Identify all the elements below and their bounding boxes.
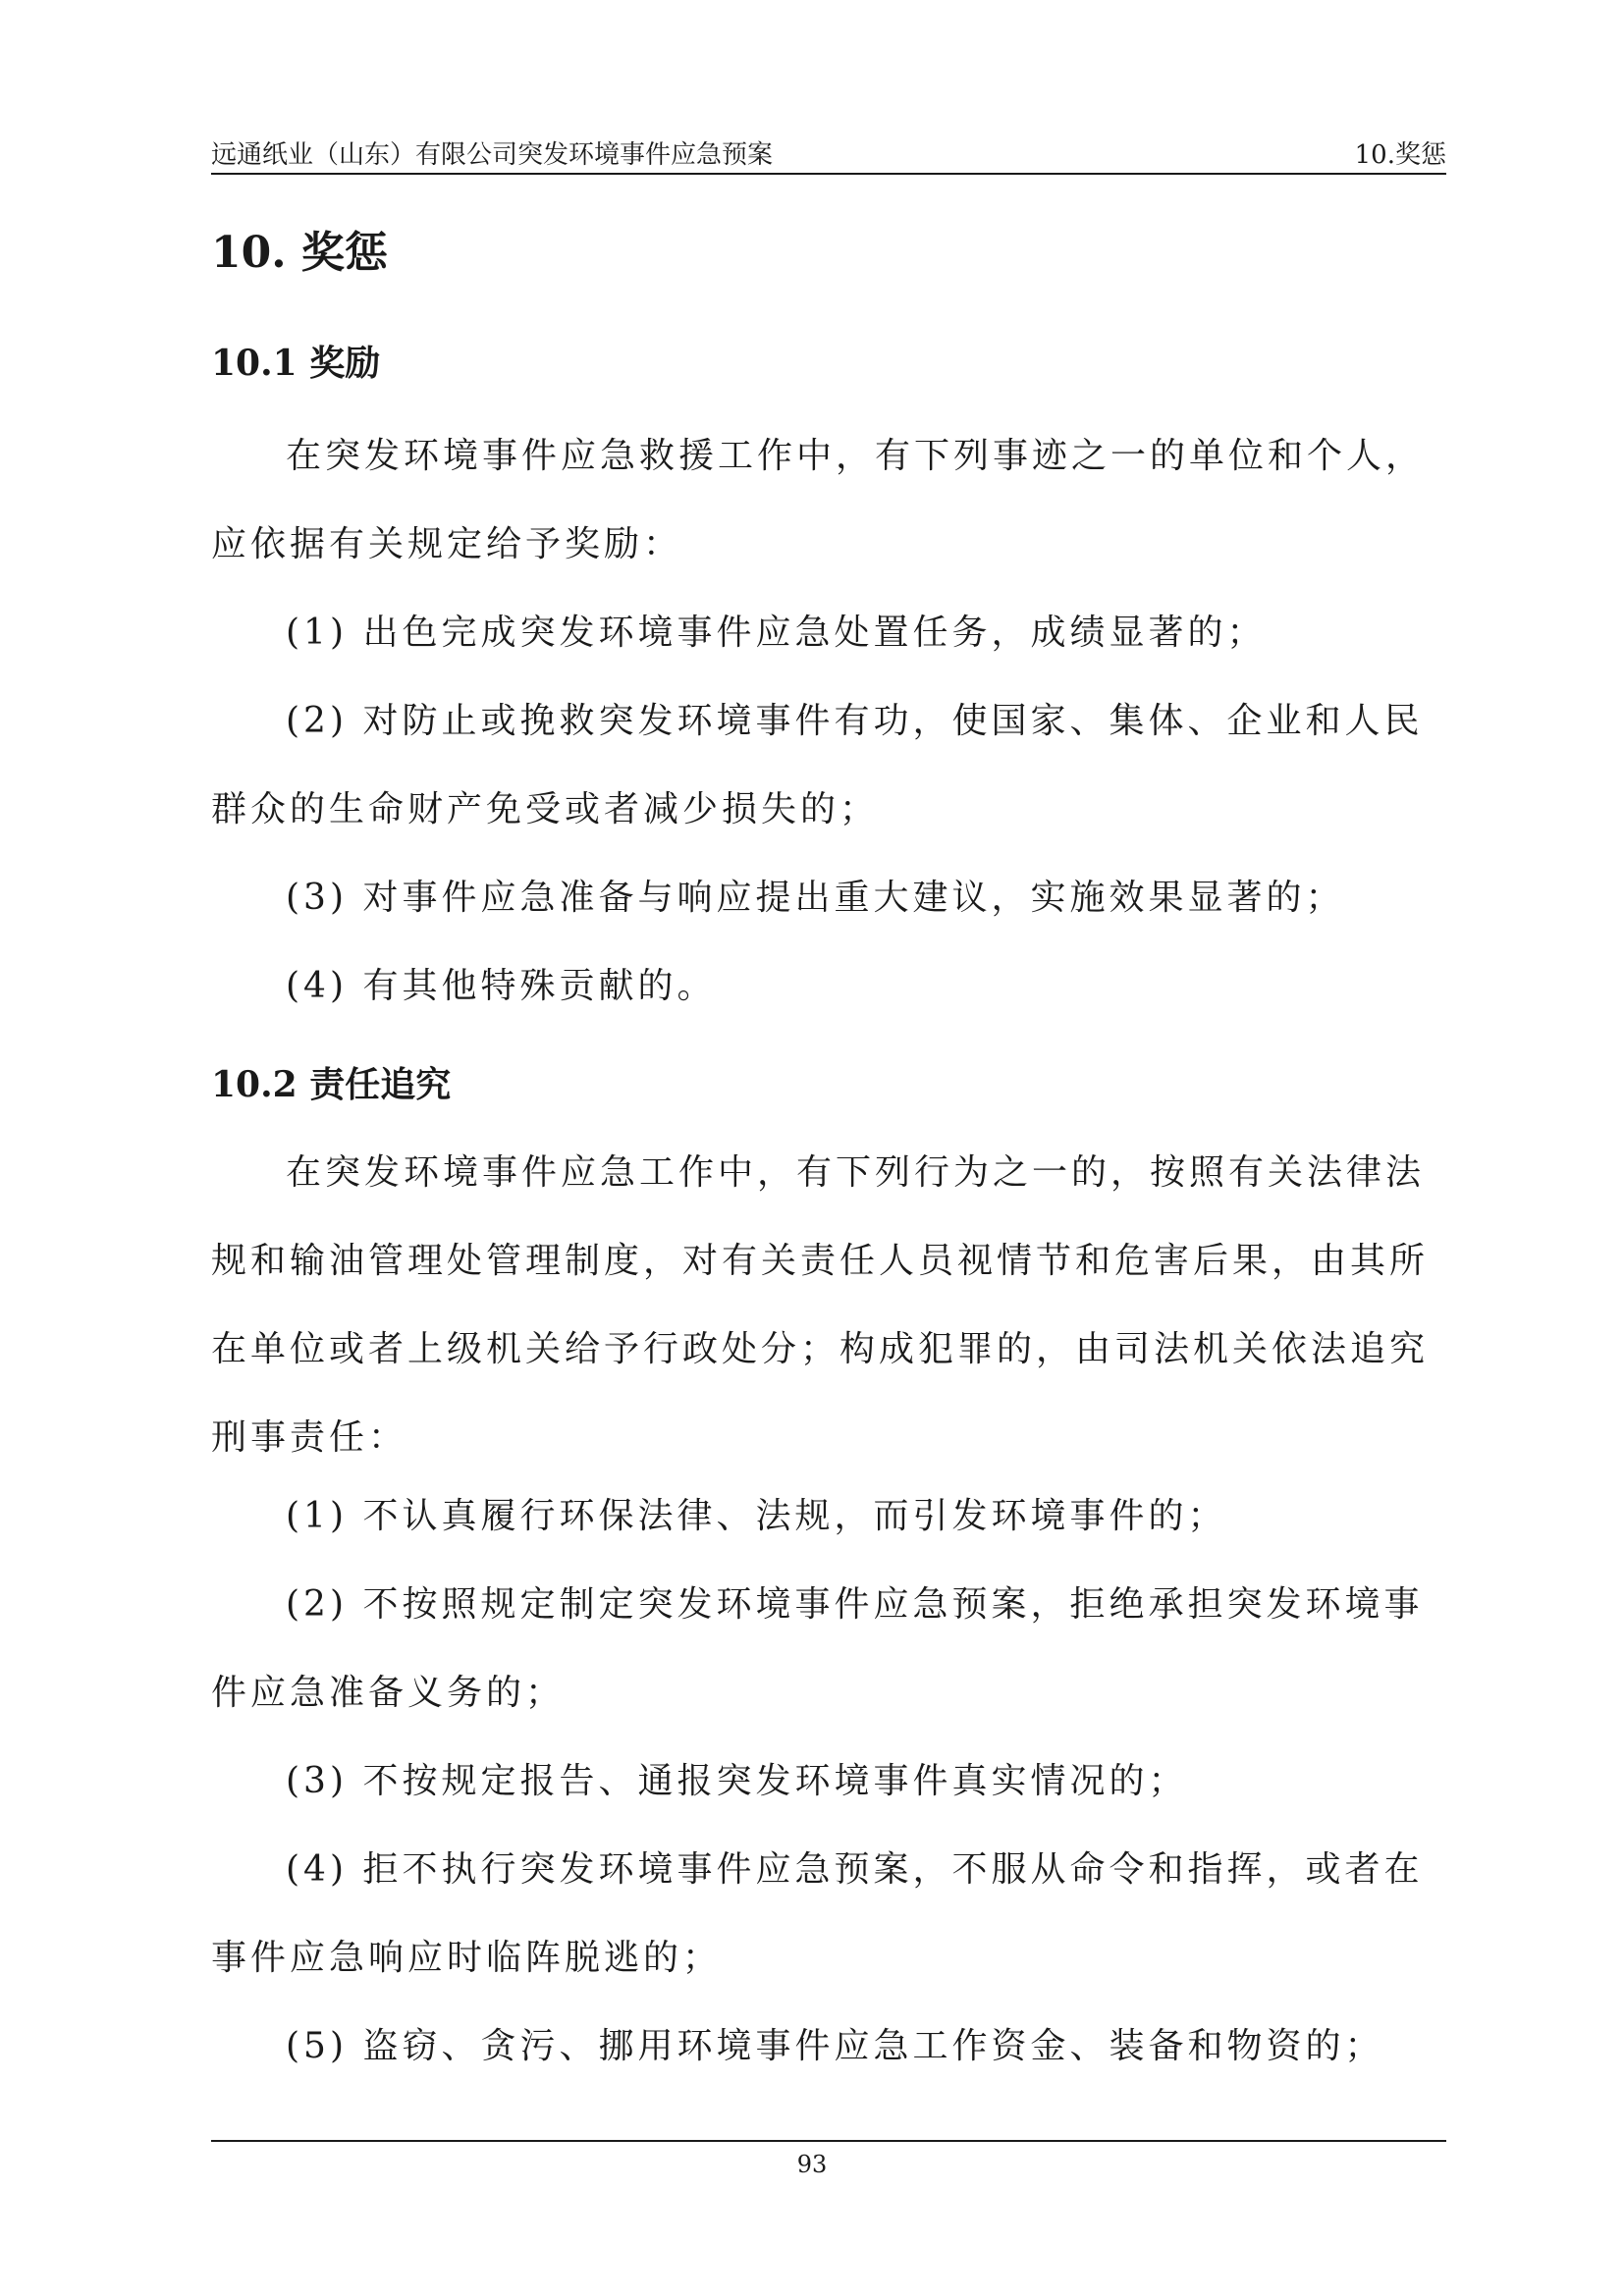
chapter-title: 10. 奖惩 — [211, 228, 388, 278]
header-document-title: 远通纸业（山东）有限公司突发环境事件应急预案 — [211, 140, 774, 170]
paragraph-reward-item-1: (1) 出色完成突发环境事件应急处置任务，成绩显著的； — [286, 613, 1267, 653]
paragraph-accountability-item-3: (3) 不按规定报告、通报突发环境事件真实情况的； — [286, 1761, 1188, 1801]
section-heading-accountability: 10.2 责任追究 — [211, 1064, 452, 1105]
header-divider — [211, 173, 1446, 175]
paragraph-reward-intro: 在突发环境事件应急救援工作中，有下列事迹之一的单位和个人，应依据有关规定给予奖励： — [211, 436, 1426, 564]
paragraph-accountability-intro: 在突发环境事件应急工作中，有下列行为之一的，按照有关法律法规和输油管理处管理制度，对有关责任人员视情节和危害后果，由其所在单位或者上级机关给予行政处分；构成犯罪的，由司法机关依法追究刑事责任： — [211, 1152, 1430, 1458]
paragraph-reward-item-3: (3) 对事件应急准备与响应提出重大建议，实施效果显著的； — [286, 878, 1345, 918]
header-chapter-label: 10.奖惩 — [1354, 140, 1446, 170]
paragraph-reward-item-2: (2) 对防止或挽救突发环境事件有功，使国家、集体、企业和人民群众的生命财产免受或者减少损失的； — [211, 701, 1424, 829]
footer-divider — [211, 2140, 1446, 2142]
paragraph-accountability-item-4: (4) 拒不执行突发环境事件应急预案，不服从命令和指挥，或者在事件应急响应时临阵脱逃的； — [211, 1849, 1424, 1978]
paragraph-reward-item-4: (4) 有其他特殊贡献的。 — [286, 966, 717, 1006]
paragraph-accountability-item-1: (1) 不认真履行环保法律、法规，而引发环境事件的； — [286, 1496, 1227, 1536]
section-heading-reward: 10.1 奖励 — [211, 343, 381, 384]
paragraph-accountability-item-5: (5) 盗窃、贪污、挪用环境事件应急工作资金、装备和物资的； — [286, 2026, 1384, 2066]
page-number: 93 — [796, 2151, 828, 2178]
page-header — [211, 135, 1446, 175]
paragraph-accountability-item-2: (2) 不按照规定制定突发环境事件应急预案，拒绝承担突发环境事件应急准备义务的； — [211, 1584, 1424, 1713]
